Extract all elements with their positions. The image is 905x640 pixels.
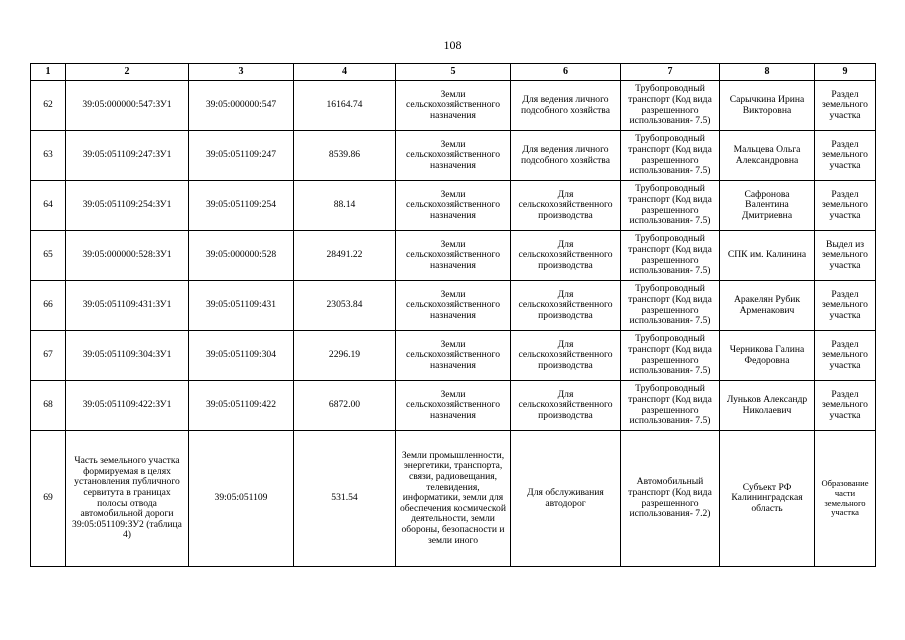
plot-area: 531.54 bbox=[294, 431, 396, 567]
source-cadastral-number: 39:05:000000:528 bbox=[189, 231, 294, 281]
formation-purpose: Трубопроводный транспорт (Код вида разрешенного использования- 7.5) bbox=[621, 381, 720, 431]
column-header: 6 bbox=[511, 64, 621, 81]
table-row bbox=[31, 231, 876, 281]
row-number: 69 bbox=[31, 431, 66, 567]
column-header: 3 bbox=[189, 64, 294, 81]
new-cadastral-number: 39:05:000000:528:ЗУ1 bbox=[66, 231, 189, 281]
column-header: 4 bbox=[294, 64, 396, 81]
table-row bbox=[31, 131, 876, 181]
land-category: Земли сельскохозяйственного назначения bbox=[396, 181, 511, 231]
new-cadastral-number: 39:05:051109:247:ЗУ1 bbox=[66, 131, 189, 181]
new-cadastral-number: Часть земельного участка формируемая в целях установления публичного сервитута в границах полосы отвода автомобильной дороги 39:05:051109:ЗУ2 (таблица 4) bbox=[66, 431, 189, 567]
permitted-use: Для сельскохозяйственного производства bbox=[511, 331, 621, 381]
source-cadastral-number: 39:05:051109:431 bbox=[189, 281, 294, 331]
plot-area: 16164.74 bbox=[294, 81, 396, 131]
rights-holder: Черникова Галина Федоровна bbox=[720, 331, 815, 381]
plot-area: 88.14 bbox=[294, 181, 396, 231]
land-category: Земли сельскохозяйственного назначения bbox=[396, 81, 511, 131]
rights-holder: Луньков Александр Николаевич bbox=[720, 381, 815, 431]
new-cadastral-number: 39:05:051109:422:ЗУ1 bbox=[66, 381, 189, 431]
formation-method: Раздел земельного участка bbox=[815, 381, 876, 431]
source-cadastral-number: 39:05:000000:547 bbox=[189, 81, 294, 131]
table-header-row bbox=[31, 64, 876, 81]
table-row bbox=[31, 81, 876, 131]
plot-area: 23053.84 bbox=[294, 281, 396, 331]
permitted-use: Для обслуживания автодорог bbox=[511, 431, 621, 567]
formation-purpose: Трубопроводный транспорт (Код вида разрешенного использования- 7.5) bbox=[621, 81, 720, 131]
column-header: 9 bbox=[815, 64, 876, 81]
source-cadastral-number: 39:05:051109:304 bbox=[189, 331, 294, 381]
rights-holder: СПК им. Калинина bbox=[720, 231, 815, 281]
formation-method: Выдел из земельного участка bbox=[815, 231, 876, 281]
formation-method: Раздел земельного участка bbox=[815, 81, 876, 131]
table-row bbox=[31, 181, 876, 231]
table-row bbox=[31, 331, 876, 381]
formation-method: Раздел земельного участка bbox=[815, 131, 876, 181]
new-cadastral-number: 39:05:051109:304:ЗУ1 bbox=[66, 331, 189, 381]
table-row bbox=[31, 281, 876, 331]
row-number: 62 bbox=[31, 81, 66, 131]
rights-holder: Субъект РФ Калининградская область bbox=[720, 431, 815, 567]
plot-area: 8539.86 bbox=[294, 131, 396, 181]
permitted-use: Для сельскохозяйственного производства bbox=[511, 281, 621, 331]
permitted-use: Для сельскохозяйственного производства bbox=[511, 231, 621, 281]
land-plots-table bbox=[30, 63, 876, 567]
land-category: Земли сельскохозяйственного назначения bbox=[396, 231, 511, 281]
plot-area: 6872.00 bbox=[294, 381, 396, 431]
land-category: Земли сельскохозяйственного назначения bbox=[396, 381, 511, 431]
column-header: 7 bbox=[621, 64, 720, 81]
rights-holder: Аракелян Рубик Арменакович bbox=[720, 281, 815, 331]
formation-method: Раздел земельного участка bbox=[815, 181, 876, 231]
column-header: 5 bbox=[396, 64, 511, 81]
rights-holder: Сафронова Валентина Дмитриевна bbox=[720, 181, 815, 231]
row-number: 65 bbox=[31, 231, 66, 281]
formation-purpose: Трубопроводный транспорт (Код вида разрешенного использования- 7.5) bbox=[621, 281, 720, 331]
column-header: 1 bbox=[31, 64, 66, 81]
formation-method: Образование части земельного участка bbox=[815, 431, 876, 567]
page-number: 108 bbox=[443, 38, 462, 52]
source-cadastral-number: 39:05:051109:247 bbox=[189, 131, 294, 181]
formation-purpose: Трубопроводный транспорт (Код вида разрешенного использования- 7.5) bbox=[621, 131, 720, 181]
source-cadastral-number: 39:05:051109 bbox=[189, 431, 294, 567]
source-cadastral-number: 39:05:051109:254 bbox=[189, 181, 294, 231]
land-category: Земли сельскохозяйственного назначения bbox=[396, 281, 511, 331]
new-cadastral-number: 39:05:000000:547:ЗУ1 bbox=[66, 81, 189, 131]
source-cadastral-number: 39:05:051109:422 bbox=[189, 381, 294, 431]
plot-area: 28491.22 bbox=[294, 231, 396, 281]
row-number: 64 bbox=[31, 181, 66, 231]
land-category: Земли промышленности, энергетики, транспорта, связи, радиовещания, телевидения, информатики, земли для обеспечения космической деятельности, земли обороны, безопасности и земли иного bbox=[396, 431, 511, 567]
table-row bbox=[31, 431, 876, 567]
formation-purpose: Трубопроводный транспорт (Код вида разрешенного использования- 7.5) bbox=[621, 331, 720, 381]
formation-purpose: Трубопроводный транспорт (Код вида разрешенного использования- 7.5) bbox=[621, 181, 720, 231]
formation-purpose: Автомобильный транспорт (Код вида разрешенного использования- 7.2) bbox=[621, 431, 720, 567]
permitted-use: Для сельскохозяйственного производства bbox=[511, 381, 621, 431]
row-number: 66 bbox=[31, 281, 66, 331]
permitted-use: Для ведения личного подсобного хозяйства bbox=[511, 131, 621, 181]
new-cadastral-number: 39:05:051109:431:ЗУ1 bbox=[66, 281, 189, 331]
land-category: Земли сельскохозяйственного назначения bbox=[396, 331, 511, 381]
new-cadastral-number: 39:05:051109:254:ЗУ1 bbox=[66, 181, 189, 231]
formation-purpose: Трубопроводный транспорт (Код вида разрешенного использования- 7.5) bbox=[621, 231, 720, 281]
permitted-use: Для сельскохозяйственного производства bbox=[511, 181, 621, 231]
column-header: 2 bbox=[66, 64, 189, 81]
row-number: 67 bbox=[31, 331, 66, 381]
table-row bbox=[31, 381, 876, 431]
row-number: 68 bbox=[31, 381, 66, 431]
rights-holder: Сарычкина Ирина Викторовна bbox=[720, 81, 815, 131]
column-header: 8 bbox=[720, 64, 815, 81]
formation-method: Раздел земельного участка bbox=[815, 281, 876, 331]
plot-area: 2296.19 bbox=[294, 331, 396, 381]
row-number: 63 bbox=[31, 131, 66, 181]
permitted-use: Для ведения личного подсобного хозяйства bbox=[511, 81, 621, 131]
formation-method: Раздел земельного участка bbox=[815, 331, 876, 381]
land-category: Земли сельскохозяйственного назначения bbox=[396, 131, 511, 181]
rights-holder: Мальцева Ольга Александровна bbox=[720, 131, 815, 181]
